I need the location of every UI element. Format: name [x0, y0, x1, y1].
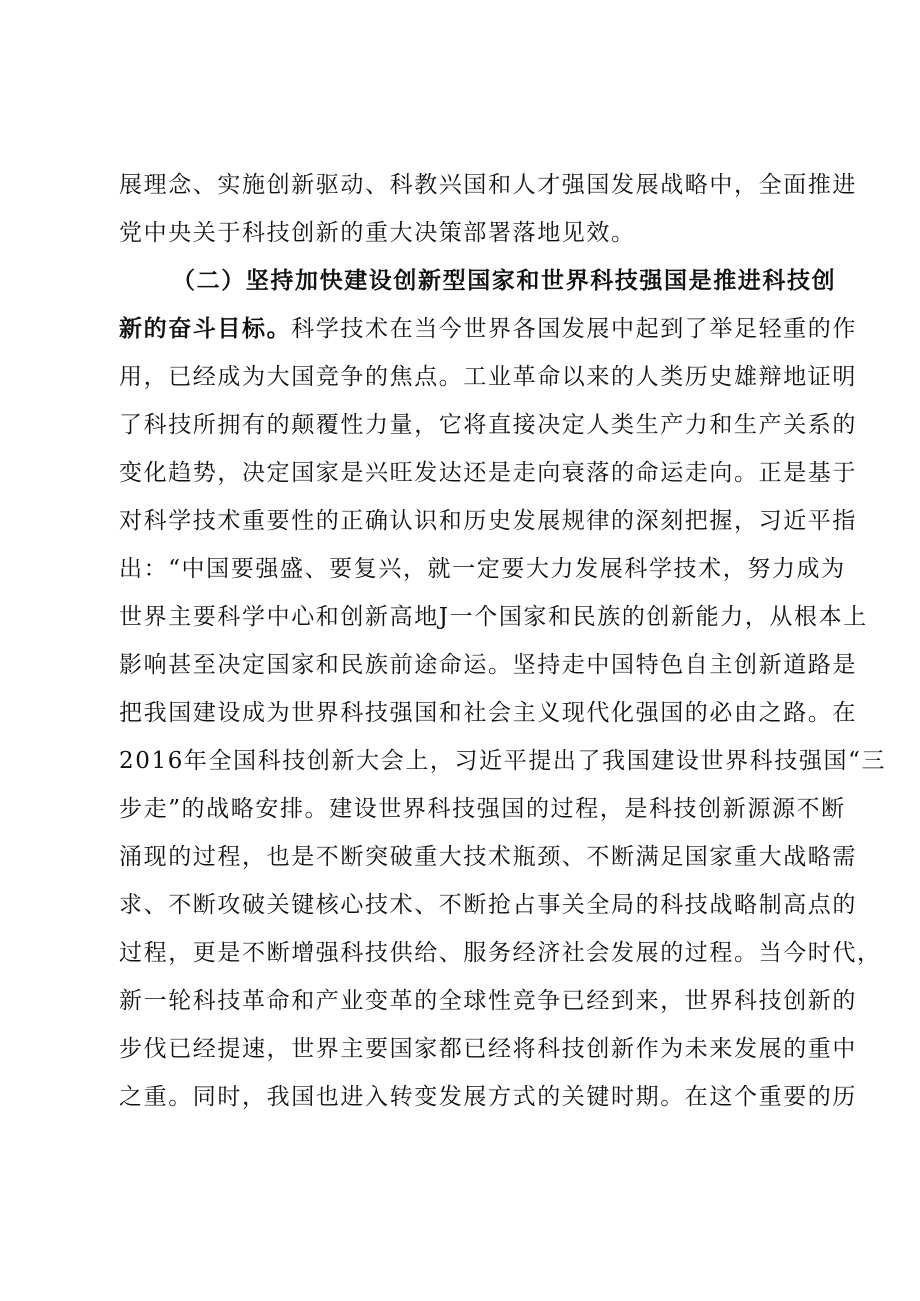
- paragraph-line: 步伐已经提速，世界主要国家都已经将科技创新作为未来发展的重中: [119, 1036, 857, 1062]
- paragraph-line: 党中央关于科技创新的重大决策部署落地见效。: [119, 220, 636, 246]
- paragraph-line: 影响甚至决定国家和民族前途命运。坚持走中国特色自主创新道路是: [119, 652, 857, 678]
- paragraph-line: 2016年全国科技创新大会上，习近平提出了我国建设世界科技强国“三: [119, 748, 887, 774]
- paragraph-line: 求、不断攻破关键核心技术、不断抢占事关全局的科技战略制高点的: [119, 892, 857, 918]
- paragraph-line: 涌现的过程，也是不断突破重大技术瓶颈、不断满足国家重大战略需: [119, 844, 857, 870]
- paragraph-line: 对科学技术重要性的正确认识和历史发展规律的深刻把握，习近平指: [119, 508, 857, 534]
- paragraph-line: 新一轮科技革命和产业变革的全球性竞争已经到来，世界科技创新的: [119, 988, 857, 1014]
- paragraph-line: 用，已经成为大国竞争的焦点。工业革命以来的人类历史雄辩地证明: [119, 364, 857, 390]
- paragraph-line: 步走”的战略安排。建设世界科技强国的过程，是科技创新源源不断: [119, 796, 846, 822]
- paragraph-text: 科学技术在当今世界各国发展中起到了举足轻重的作: [291, 316, 858, 342]
- paragraph-line: 变化趋势，决定国家是兴旺发达还是走向衰落的命运走向。正是基于: [119, 460, 857, 486]
- paragraph-line-mixed: [119, 314, 858, 344]
- section-heading-end: 新的奋斗目标。: [119, 315, 292, 342]
- paragraph-line: 出：“中国要强盛、要复兴，就一定要大力发展科学技术，努力成为: [119, 556, 846, 582]
- paragraph-line: 了科技所拥有的颠覆性力量，它将直接决定人类生产力和生产关系的: [119, 412, 857, 438]
- paragraph-line: 之重。同时，我国也进入转变发展方式的关键时期。在这个重要的历: [119, 1084, 857, 1110]
- section-heading-line: （二）坚持加快建设创新型国家和世界科技强国是推进科技创: [172, 267, 837, 294]
- paragraph-line: 世界主要科学中心和创新高地J一个国家和民族的创新能力，从根本上: [119, 604, 868, 630]
- paragraph-line: 过程，更是不断增强科技供给、服务经济社会发展的过程。当今时代，: [119, 940, 882, 966]
- paragraph-line: 把我国建设成为世界科技强国和社会主义现代化强国的必由之路。在: [119, 700, 857, 726]
- paragraph-line: 展理念、实施创新驱动、科教兴国和人才强国发展战略中，全面推进: [119, 172, 857, 198]
